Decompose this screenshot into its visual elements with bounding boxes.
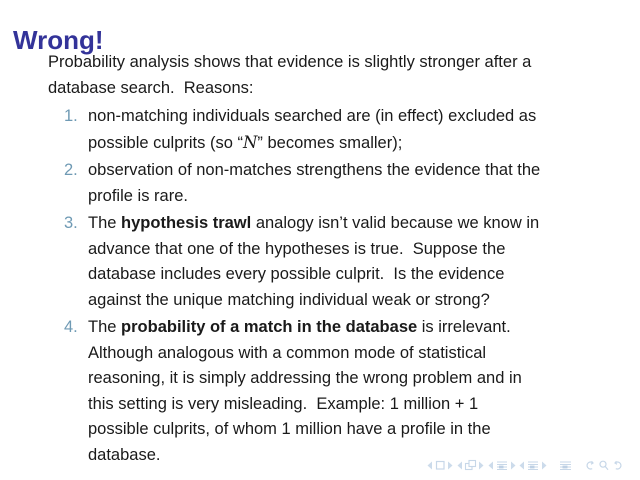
text-run: is irrelevant. xyxy=(417,318,511,336)
text-run: non-matching individuals searched are (in effect) excluded as xyxy=(88,107,537,125)
text-run: ” becomes smaller); xyxy=(257,133,403,152)
list-item-line xyxy=(88,130,608,157)
subsection-icon[interactable] xyxy=(497,462,507,470)
bold-run: probability of a match in the database xyxy=(121,318,418,336)
slide-title: Wrong! xyxy=(13,25,104,56)
prev-slide-icon[interactable] xyxy=(428,462,433,470)
list-item-line xyxy=(88,158,608,184)
math-variable: N xyxy=(242,132,258,152)
next-subsection-icon[interactable] xyxy=(511,462,516,470)
list-item-line xyxy=(88,417,608,443)
text-run: possible culprits (so “ xyxy=(88,133,243,152)
list-item-line xyxy=(88,315,608,341)
find-icon[interactable] xyxy=(600,461,608,470)
slide-icon[interactable] xyxy=(437,462,445,470)
intro-paragraph xyxy=(48,50,608,101)
text-run: observation of non-matches strengthens the evidence that the xyxy=(88,161,541,179)
list-item-line xyxy=(88,104,608,130)
intro-line: database search. Reasons: xyxy=(48,78,254,97)
prev-frame-icon[interactable] xyxy=(458,462,463,470)
list-item-line xyxy=(88,184,608,210)
list-item-line xyxy=(88,288,608,314)
text-run: The xyxy=(88,318,122,336)
list-item-3 xyxy=(48,211,608,313)
next-slide-icon[interactable] xyxy=(448,462,453,470)
list-item-number: 3. xyxy=(64,214,78,232)
prev-section-icon[interactable] xyxy=(520,462,525,470)
text-run: Although analogous with a common mode of statistical xyxy=(88,343,487,362)
slide-body xyxy=(48,50,608,470)
list-item-number: 4. xyxy=(64,318,78,336)
list-item-line xyxy=(88,366,608,392)
presentation-icon[interactable] xyxy=(560,462,571,470)
text-run: against the unique matching individual weak or strong? xyxy=(88,290,490,309)
next-frame-icon[interactable] xyxy=(479,462,484,470)
list-item-number: 2. xyxy=(64,161,78,179)
text-run: database. xyxy=(88,445,161,464)
forward-icon[interactable] xyxy=(615,461,621,469)
list-item-2 xyxy=(48,158,608,209)
text-run: The xyxy=(88,214,122,232)
list-item-line xyxy=(88,262,608,288)
list-item-1 xyxy=(48,104,608,156)
list-item-line xyxy=(88,211,608,237)
list-item-4 xyxy=(48,315,608,468)
back-icon[interactable] xyxy=(587,461,593,469)
text-run: database includes every possible culprit. Is the evidence xyxy=(88,265,505,283)
text-run: profile is rare. xyxy=(88,186,188,205)
text-run: possible culprits, of whom 1 million have a profile in the xyxy=(88,420,491,438)
bold-run: hypothesis trawl xyxy=(121,214,252,232)
beamer-navigation-bar[interactable] xyxy=(427,459,629,473)
prev-subsection-icon[interactable] xyxy=(489,462,494,470)
frame-icon[interactable] xyxy=(466,461,476,470)
list-item-number: 1. xyxy=(64,107,78,125)
next-section-icon[interactable] xyxy=(542,462,547,470)
list-item-line xyxy=(88,341,608,367)
list-item-line xyxy=(88,392,608,418)
list-item-line xyxy=(88,237,608,263)
text-run: analogy isn’t valid because we know in xyxy=(251,214,540,232)
text-run: reasoning, it is simply addressing the wrong problem and in xyxy=(88,369,522,387)
text-run: advance that one of the hypotheses is true. Suppose the xyxy=(88,239,506,258)
intro-line: Probability analysis shows that evidence is slightly stronger after a xyxy=(48,53,532,71)
section-icon[interactable] xyxy=(528,462,538,470)
text-run: this setting is very misleading. Example: 1 million + 1 xyxy=(88,394,479,413)
